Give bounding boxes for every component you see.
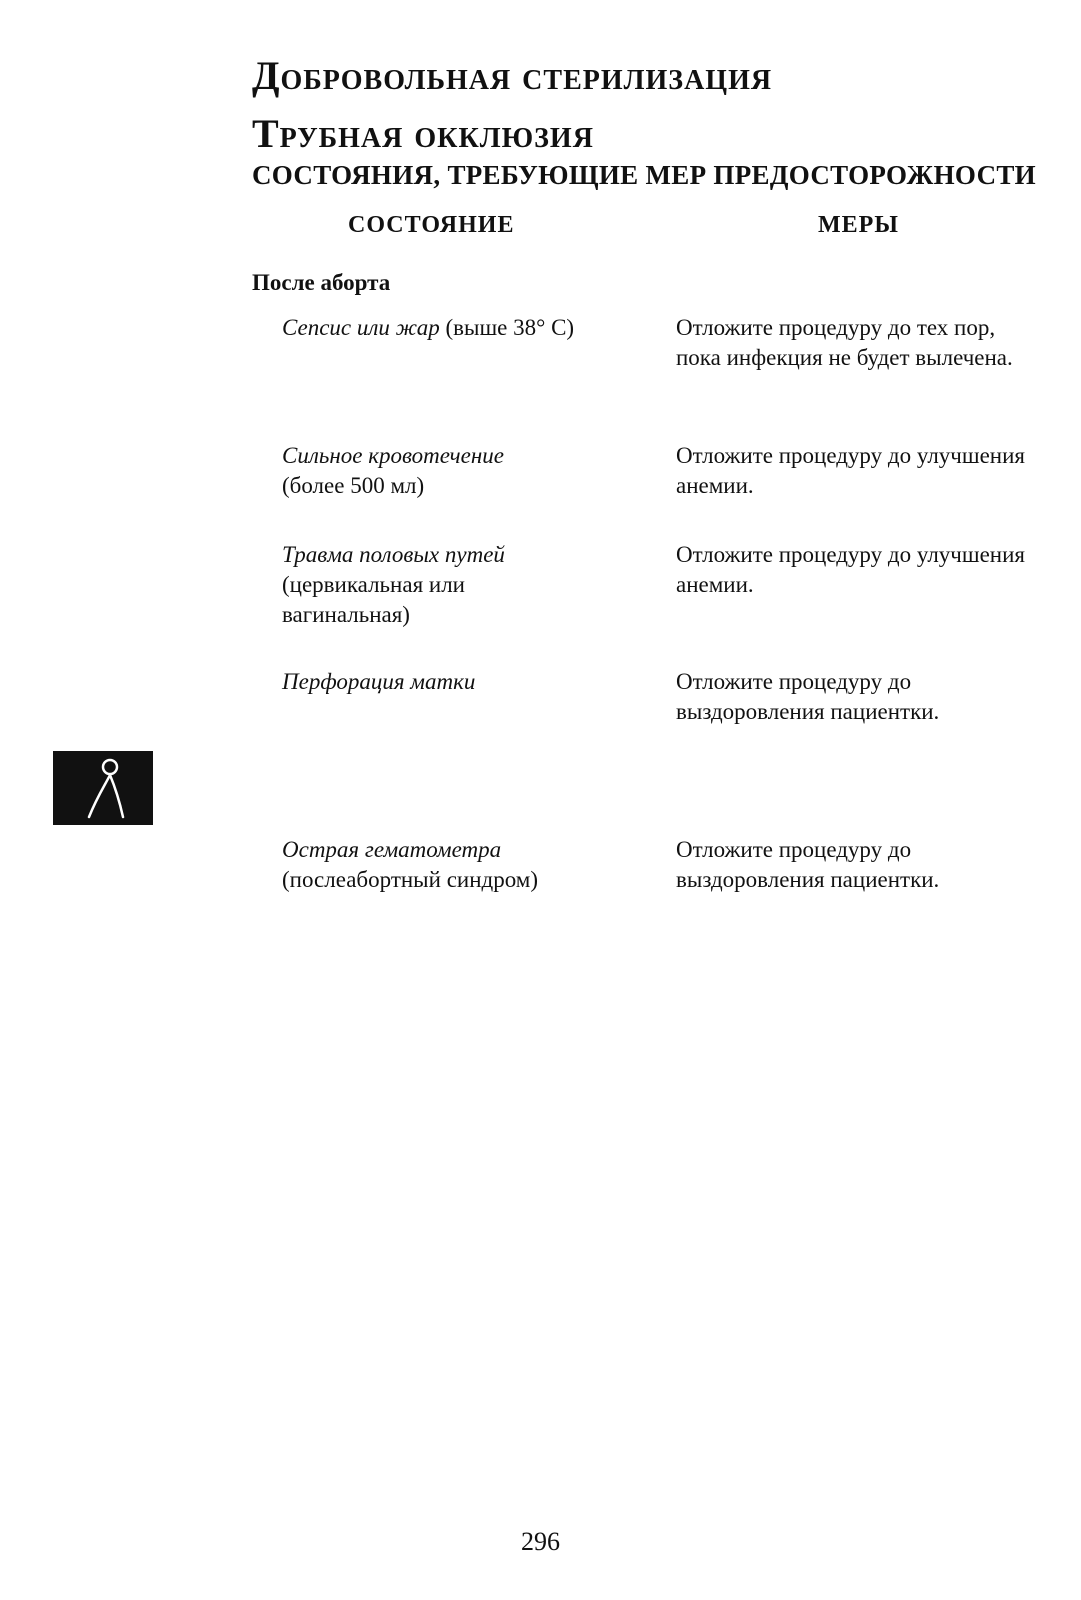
condition-name: Травма половых путей bbox=[282, 542, 505, 567]
condition-cell bbox=[282, 667, 642, 697]
condition-detail: (выше 38° С) bbox=[439, 315, 575, 340]
measure-cell: Отложите процедуру до улучшения анемии. bbox=[676, 443, 1025, 498]
condition-cell bbox=[282, 441, 642, 501]
column-header-condition: СОСТОЯНИЕ bbox=[348, 212, 515, 238]
side-tab bbox=[53, 751, 153, 825]
column-header-measures: МЕРЫ bbox=[818, 212, 899, 238]
condition-cell bbox=[282, 835, 642, 895]
female-figure-icon bbox=[53, 751, 153, 825]
condition-detail: (послеабортный синдром) bbox=[282, 867, 538, 892]
measure-cell: Отложите процедуру до улучшения анемии. bbox=[676, 542, 1025, 597]
page-number: 296 bbox=[521, 1527, 560, 1556]
chapter-subtitle: Трубная окклюзия bbox=[252, 111, 594, 156]
condition-detail: (цервикальная или вагинальная) bbox=[282, 572, 465, 627]
measure-cell: Отложите процедуру до выздоровления пациентки. bbox=[676, 837, 940, 892]
condition-cell bbox=[282, 540, 512, 630]
measure-cell: Отложите процедуру до выздоровления пациентки. bbox=[676, 669, 940, 724]
condition-name: Перфорация матки bbox=[282, 669, 476, 694]
condition-detail: (более 500 мл) bbox=[282, 473, 425, 498]
measure-cell: Отложите процедуру до тех пор, пока инфекция не будет вылечена. bbox=[676, 315, 1013, 370]
chapter-title: Добровольная стерилизация bbox=[252, 53, 773, 98]
condition-cell bbox=[282, 313, 642, 343]
condition-name: Сильное кровотечение bbox=[282, 443, 504, 468]
condition-name: Сепсис или жар bbox=[282, 315, 440, 340]
section-title: СОСТОЯНИЯ, ТРЕБУЮЩИЕ МЕР ПРЕДОСТОРОЖНОСТИ bbox=[252, 160, 1036, 190]
condition-name: Острая гематометра bbox=[282, 837, 502, 862]
group-title: После аборта bbox=[252, 270, 391, 295]
